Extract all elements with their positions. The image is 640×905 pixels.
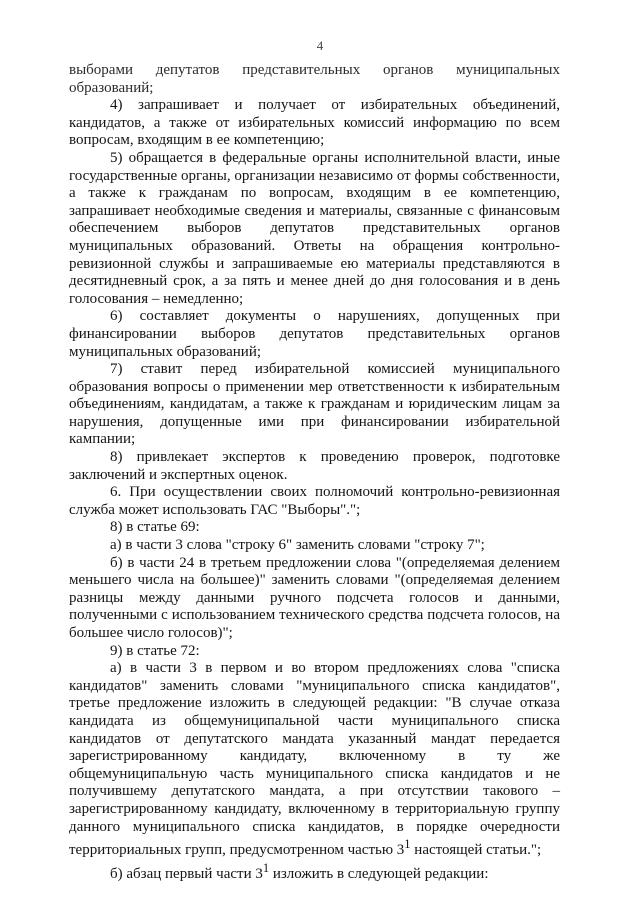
paragraph-69-a: а) в части 3 слова "строку 6" заменить словами "строку 7"; — [110, 537, 485, 554]
paragraph-72-a-tail: настоящей статьи."; — [410, 842, 542, 859]
superscript: 1 — [262, 860, 270, 875]
document-body — [69, 62, 560, 883]
paragraph-item-7: 7) ставит перед избирательной комиссией муниципального образования вопросы о применении мер ответственности к избирательным объединениям, кандидатам, а также к гражданам и юридическим лицам за нарушения, допущенные ими при финансировании избирательной кампании; — [69, 361, 560, 448]
paragraph-69-b: б) в части 24 в третьем предложении слова "(определяемая делением меньшего числа на большее)" заменить словами "(определяемая делением разницы между данными ручного подсчета голосов и данными, полученными с использованием технического средства подсчета голосов, на большее число голосов)"; — [69, 554, 560, 641]
paragraph-article-72: 9) в статье 72: — [110, 642, 200, 659]
paragraph-item-4: 4) запрашивает и получает от избирательных объединений, кандидатов, а также от избирательных комиссий информацию по всем вопросам, входящим в ее компетенцию; — [69, 97, 560, 149]
paragraph-72-b — [69, 860, 560, 884]
page-number: 4 — [316, 38, 324, 53]
paragraph-72-a — [69, 660, 560, 860]
paragraph-article-69: 8) в статье 69: — [110, 519, 200, 536]
paragraph-72-b-tail: изложить в следующей редакции: — [269, 865, 489, 882]
paragraph-72-a-text: а) в части 3 в первом и во втором предложениях слова "списка кандидатов" заменить словами "муниципального списка кандидатов", третье предложение изложить в следующей редакции: "В случае отказа кандидата из общемуниципальной части муниципального списка кандидатов от депутатского мандата указанный мандат передается зарегистрированному кандидату, включенному в ту же общемуниципальную часть муниципального списка кандидатов и не получившему депутатского мандата, а при отсутствии такового – зарегистрированному кандидату, включенному в территориальную группу данного муниципального списка кандидатов, в порядке очередности территориальных групп, предусмотренном частью 3 — [69, 660, 560, 859]
paragraph-72-b-text: б) абзац первый части 3 — [110, 865, 263, 882]
paragraph-part-6: 6. При осуществлении своих полномочий контрольно-ревизионная служба может использовать ГАС "Выборы"."; — [69, 484, 560, 518]
paragraph-item-8: 8) привлекает экспертов к проведению проверок, подготовке заключений и экспертных оценок. — [69, 449, 560, 483]
superscript: 1 — [404, 837, 411, 852]
paragraph-item-5: 5) обращается в федеральные органы исполнительной власти, иные государственные органы, организации независимо от формы собственности, а также к гражданам по вопросам, входящим в ее компетенцию, запрашивает необходимые сведения и материалы, связанные с финансовым обеспечением выборов депутатов представительных органов муниципальных образований. Ответы на обращения контрольно-ревизионной службы и запрашиваемые ею материалы представляются в десятидневный срок, а за пять и менее дней до дня голосования и в день голосования – немедленно; — [69, 149, 560, 307]
paragraph-item-6: 6) составляет документы о нарушениях, допущенных при финансировании выборов депутатов представительных органов муниципальных образований; — [69, 308, 560, 360]
paragraph-1: выборами депутатов представительных органов муниципальных образований; — [69, 62, 560, 96]
